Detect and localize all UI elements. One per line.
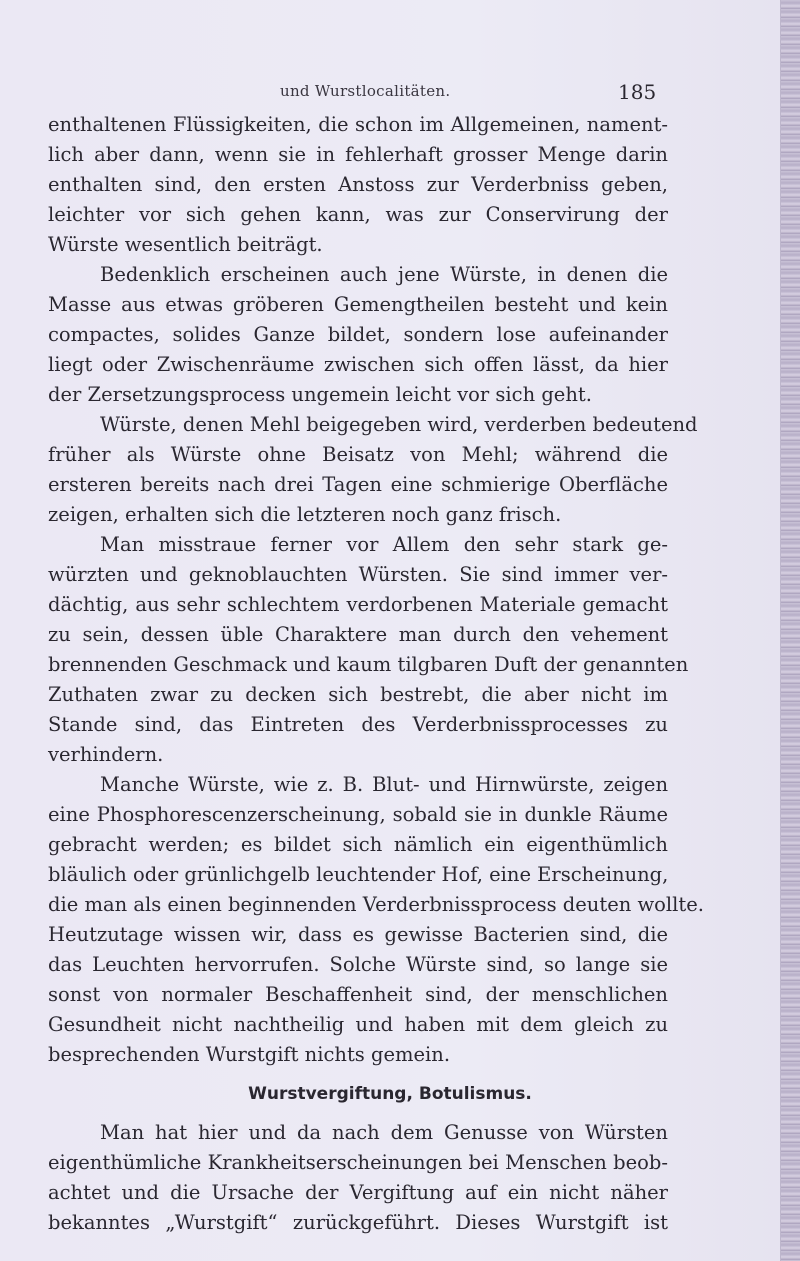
text-line: verhindern. <box>48 743 164 766</box>
text-line: brennenden Geschmack und kaum tilgbaren Duft der genannten <box>48 653 689 676</box>
section-heading: Wurstvergiftung, Botulismus. <box>248 1084 532 1104</box>
text-line: die man als einen beginnenden Verderbnissprocess deuten wollte. <box>48 893 704 916</box>
text-line: enthalten sind, den ersten Anstoss zur Verderbniss geben, <box>48 173 668 196</box>
text-line: Würste wesentlich beiträgt. <box>48 233 323 256</box>
text-line: Zuthaten zwar zu decken sich bestrebt, die aber nicht im <box>48 683 668 706</box>
text-line: enthaltenen Flüssigkeiten, die schon im Allgemeinen, nament- <box>48 113 668 136</box>
text-line: Stande sind, das Eintreten des Verderbnissprocesses zu <box>48 713 668 736</box>
text-line: Masse aus etwas gröberen Gemengtheilen besteht und kein <box>48 293 668 316</box>
text-line: compactes, solides Ganze bildet, sondern lose aufeinander <box>48 323 668 346</box>
text-line: besprechenden Wurstgift nichts gemein. <box>48 1043 451 1066</box>
text-line: eigenthümliche Krankheitserscheinungen bei Menschen beob- <box>48 1151 668 1174</box>
text-line: sonst von normaler Beschaffenheit sind, der menschlichen <box>48 983 668 1006</box>
running-title: und Wurstlocalitäten. <box>280 82 451 100</box>
text-line: Bedenklich erscheinen auch jene Würste, in denen die <box>100 263 668 286</box>
text-line: würzten und geknoblauchten Würsten. Sie sind immer ver- <box>48 563 668 586</box>
text-line: Gesundheit nicht nachtheilig und haben mit dem gleich zu <box>48 1013 668 1036</box>
binding-edge <box>780 0 800 1261</box>
text-line: Würste, denen Mehl beigegeben wird, verderben bedeutend <box>100 413 698 436</box>
text-line: früher als Würste ohne Beisatz von Mehl; während die <box>48 443 668 466</box>
text-line: eine Phosphorescenzerscheinung, sobald sie in dunkle Räume <box>48 803 668 826</box>
text-line: das Leuchten hervorrufen. Solche Würste sind, so lange sie <box>48 953 668 976</box>
text-line: gebracht werden; es bildet sich nämlich ein eigenthümlich <box>48 833 668 856</box>
text-line: Man hat hier und da nach dem Genusse von Würsten <box>100 1121 668 1144</box>
text-line: zu sein, dessen üble Charaktere man durch den vehement <box>48 623 668 646</box>
text-line: bläulich oder grünlichgelb leuchtender Hof, eine Erscheinung, <box>48 863 669 886</box>
text-line: achtet und die Ursache der Vergiftung auf ein nicht näher <box>48 1181 668 1204</box>
text-line: bekanntes „Wurstgift“ zurückgeführt. Dieses Wurstgift ist <box>48 1211 668 1234</box>
text-line: lich aber dann, wenn sie in fehlerhaft grosser Menge darin <box>48 143 668 166</box>
text-line: dächtig, aus sehr schlechtem verdorbenen Materiale gemacht <box>48 593 668 616</box>
text-line: Heutzutage wissen wir, dass es gewisse Bacterien sind, die <box>48 923 668 946</box>
page-number: 185 <box>618 80 657 104</box>
running-header <box>0 80 780 108</box>
text-line: ersteren bereits nach drei Tagen eine schmierige Oberfläche <box>48 473 668 496</box>
text-line: der Zersetzungsprocess ungemein leicht vor sich geht. <box>48 383 592 406</box>
text-line: liegt oder Zwischenräume zwischen sich offen lässt, da hier <box>48 353 668 376</box>
text-line: Manche Würste, wie z. B. Blut- und Hirnwürste, zeigen <box>100 773 668 796</box>
text-line: Man misstraue ferner vor Allem den sehr stark ge- <box>100 533 668 556</box>
text-line: zeigen, erhalten sich die letzteren noch ganz frisch. <box>48 503 562 526</box>
text-line: leichter vor sich gehen kann, was zur Conservirung der <box>48 203 668 226</box>
